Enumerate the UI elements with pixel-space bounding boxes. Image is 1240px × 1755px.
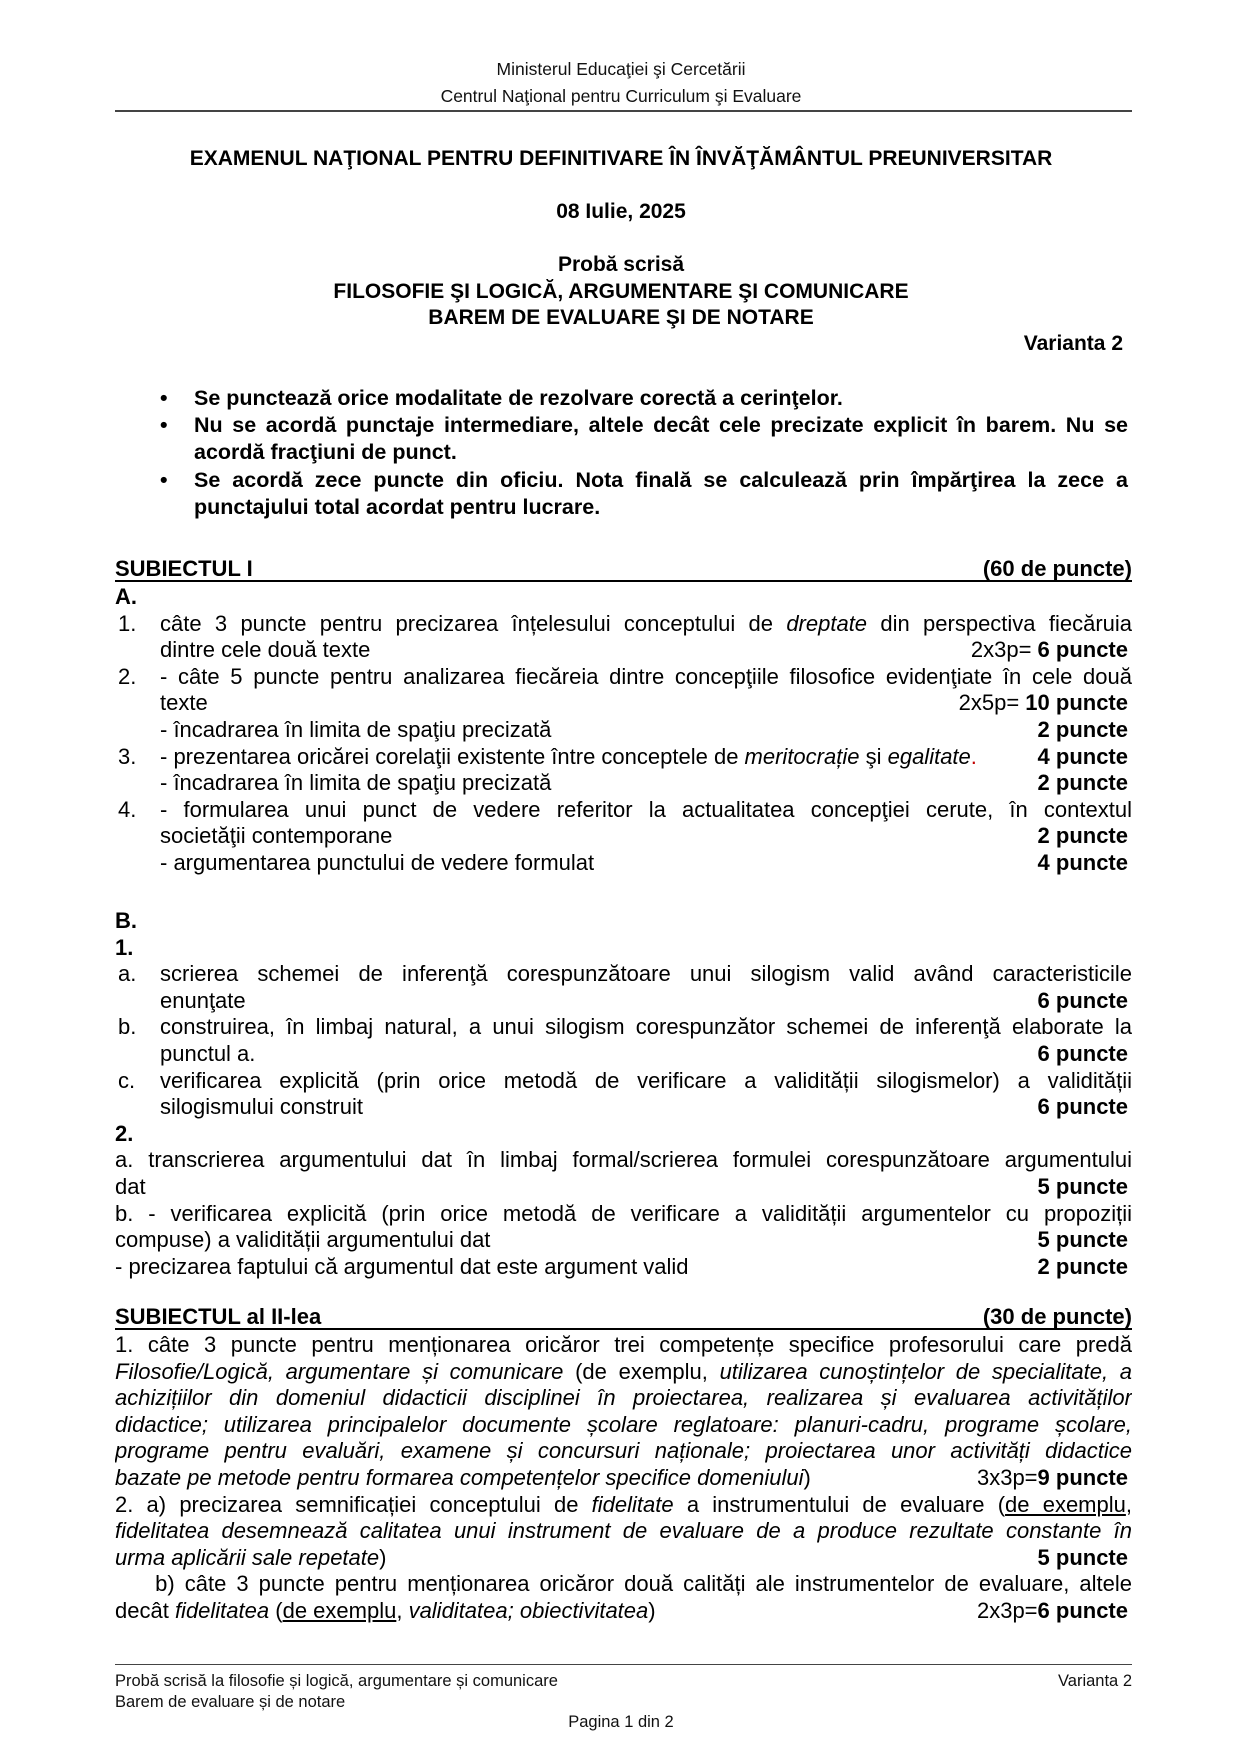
barem-line [115, 1068, 1132, 1095]
subiectul-2-section [115, 1304, 1132, 1625]
text-segment: programe pentru evaluări, examene și concursuri naționale; proiectarea unor activități didactice [115, 1438, 1132, 1464]
text-segment: (30 de puncte) [982, 1304, 1132, 1329]
bullet-icon: • [160, 413, 168, 438]
page-number: Pagina 1 din 2 [568, 1713, 674, 1731]
text-segment: 2. [115, 1120, 134, 1146]
text-segment: din perspectiva fiecăruia [867, 610, 1132, 636]
points-value [1030, 717, 1132, 744]
text-segment: ) [379, 1544, 387, 1570]
text-segment: 6 puncte [1037, 1597, 1128, 1623]
barem-line [115, 637, 1132, 664]
line-text [115, 1254, 1030, 1281]
text-segment: fidelitate [591, 1491, 674, 1517]
exam-type: Probă scrisă [557, 253, 685, 276]
line-text [115, 1412, 1132, 1439]
text-segment: 6 puncte [1037, 987, 1128, 1013]
points-value [1030, 850, 1132, 877]
text-segment: 5 puncte [1037, 1173, 1128, 1199]
item-number: b. [118, 1014, 137, 1040]
barem-line [115, 1571, 1132, 1598]
barem-line [115, 1545, 1132, 1572]
barem-line [115, 1518, 1132, 1545]
line-text [160, 961, 1132, 988]
line-text [115, 1227, 1030, 1254]
text-segment: SUBIECTUL I [115, 556, 253, 581]
points-value [1030, 823, 1132, 850]
item-number: 4. [118, 796, 137, 822]
barem-line [115, 1174, 1132, 1201]
barem-line [115, 770, 1132, 797]
barem-line [115, 611, 1132, 638]
barem-line [115, 797, 1132, 824]
exam-subject: FILOSOFIE ŞI LOGICĂ, ARGUMENTARE ŞI COMUNICARE [333, 280, 909, 303]
text-segment: punctul a. [160, 1040, 256, 1066]
subiectul-1-section [115, 556, 1132, 877]
item-number: 2. [118, 663, 137, 689]
barem-line [115, 1254, 1132, 1281]
barem-line [115, 1359, 1132, 1386]
text-segment: texte [160, 690, 208, 716]
barem-line [115, 1094, 1132, 1121]
line-text [115, 1304, 975, 1328]
barem-line [115, 1041, 1132, 1068]
text-segment: 2 puncte [1037, 716, 1128, 742]
text-segment: 2 puncte [1037, 1253, 1128, 1279]
barem-line [115, 823, 1132, 850]
text-segment: 2x3p= [970, 637, 1038, 663]
text-segment: 3x3p= [976, 1464, 1038, 1490]
points-value [1030, 988, 1132, 1015]
text-segment: b) câte 3 puncte pentru menționarea oricăror două calități ale instrumentelor de evaluare, altele [115, 1571, 1132, 1597]
points-value [975, 556, 1132, 580]
text-segment: 2x5p= [958, 690, 1026, 716]
line-text [160, 690, 951, 717]
text-segment: 5 puncte [1037, 1227, 1128, 1253]
text-segment: 1. câte 3 puncte pentru menționarea oricăror trei competențe specifice profesorului care predă [115, 1332, 1132, 1357]
barem-line [115, 1201, 1132, 1228]
text-segment: - argumentarea punctului de vedere formulat [160, 849, 595, 875]
section-label [115, 935, 1132, 962]
text-segment: , [1125, 1491, 1132, 1517]
barem-line [115, 1465, 1132, 1492]
line-text [160, 637, 963, 664]
text-segment: - încadrarea în limita de spaţiu precizată [160, 716, 552, 742]
barem-line [115, 1492, 1132, 1519]
line-text [115, 1174, 1030, 1201]
text-segment: meritocrație [744, 743, 860, 769]
text-segment: societăţii contemporane [160, 823, 393, 849]
points-value [975, 1304, 1132, 1328]
text-segment: Filosofie/Logică, argumentare și comunicare [115, 1358, 564, 1384]
text-segment: scrierea schemei de inferenţă corespunzătoare unui silogism valid având caracteristicile [160, 961, 1132, 987]
rule-item: • Se acordă zece puncte din oficiu. Nota finală se calculează prin împărţirea la zece a punctajului total acordat pentru lucrare. [160, 467, 1128, 521]
line-text [160, 850, 1030, 877]
text-segment: enunţate [160, 987, 246, 1013]
line-text [160, 988, 1030, 1015]
text-segment: 6 puncte [1037, 1040, 1128, 1066]
points-value [1030, 770, 1132, 797]
line-text [160, 1068, 1132, 1095]
section-heading [115, 1304, 1132, 1330]
text-segment: a instrumentului de evaluare ( [673, 1491, 1006, 1517]
text-segment: 9 puncte [1037, 1464, 1128, 1490]
barem-line [115, 717, 1132, 744]
barem-line [115, 1332, 1132, 1359]
rule-item: • Se punctează orice modalitate de rezolvare corectă a cerinţelor. [160, 385, 1128, 412]
text-segment: A. [115, 584, 137, 609]
barem-line [115, 1227, 1132, 1254]
header-divider [115, 110, 1132, 112]
text-segment: 6 puncte [1037, 1094, 1128, 1120]
text-segment: de exemplu [282, 1597, 397, 1623]
line-text [115, 1598, 969, 1625]
general-rules-list [160, 385, 1128, 521]
line-text [115, 1359, 1132, 1386]
text-segment: bazate pe metode pentru formarea competențelor specifice domeniului [115, 1464, 804, 1490]
text-segment: ) [648, 1597, 656, 1623]
points-value [1030, 1254, 1132, 1281]
section-label [115, 584, 1132, 611]
barem-line [115, 1598, 1132, 1625]
line-text [160, 611, 1132, 638]
line-text [115, 1147, 1132, 1174]
text-segment: - câte 5 puncte pentru analizarea fiecăreia dintre concepţiile filosofice evidenţiate în cele două [160, 663, 1132, 689]
line-text [115, 908, 1132, 935]
text-segment: (de exemplu, [563, 1358, 720, 1384]
line-text [115, 1121, 1132, 1148]
line-text [115, 1571, 1132, 1598]
text-segment: 2. a) precizarea semnificației conceptului de [115, 1491, 592, 1517]
line-text [160, 664, 1132, 691]
points-value [1030, 1094, 1132, 1121]
line-text [115, 1545, 1030, 1572]
text-segment: decât [115, 1597, 175, 1623]
text-segment: silogismului construit [160, 1094, 363, 1120]
text-segment: a. transcrierea argumentului dat în limbaj formal/scrierea formulei corespunzătoare argumentului [115, 1147, 1132, 1173]
barem-line [115, 1385, 1132, 1412]
barem-line [115, 988, 1132, 1015]
item-number: c. [118, 1067, 136, 1093]
text-segment: B. [115, 908, 137, 933]
line-text [160, 823, 1030, 850]
points-value [969, 1465, 1132, 1492]
text-segment: egalitate [887, 743, 971, 769]
text-segment: b. - verificarea explicită (prin orice metodă de verificare a validității argumentelor cu propoziții [115, 1200, 1132, 1226]
text-segment: ( [269, 1597, 283, 1623]
text-segment: 10 puncte [1025, 690, 1128, 716]
line-text [115, 1332, 1132, 1359]
barem-line [115, 1014, 1132, 1041]
barem-line [115, 961, 1132, 988]
footer-divider [115, 1664, 1132, 1665]
text-segment: de exemplu [1005, 1491, 1126, 1517]
line-text [160, 1014, 1132, 1041]
text-segment: . [970, 743, 977, 769]
line-text [115, 1518, 1132, 1545]
bullet-icon: • [160, 386, 168, 410]
text-segment: - prezentarea oricărei corelaţii existente între conceptele de [160, 743, 745, 769]
text-segment: (60 de puncte) [982, 556, 1132, 581]
text-segment: dintre cele două texte [160, 637, 371, 663]
section-heading [115, 556, 1132, 582]
line-text [160, 1041, 1030, 1068]
points-value [1030, 1174, 1132, 1201]
text-segment: fidelitatea [174, 1597, 270, 1623]
line-text [115, 584, 1132, 611]
barem-line [115, 850, 1132, 877]
text-segment: 2 puncte [1037, 823, 1128, 849]
text-segment: urma aplicării sale repetate [115, 1544, 380, 1570]
text-segment: 1. [115, 934, 134, 960]
ministry-name: Ministerul Educaţiei şi Cercetării [496, 59, 746, 79]
text-segment: 2x3p= [976, 1597, 1038, 1623]
text-segment: dreptate [786, 610, 868, 636]
line-text [115, 556, 975, 580]
text-segment: 2 puncte [1037, 770, 1128, 796]
center-name: Centrul Naţional pentru Curriculum şi Evaluare [440, 86, 802, 106]
line-text [115, 1201, 1132, 1228]
line-text [115, 1385, 1132, 1412]
barem-line [115, 690, 1132, 717]
points-value [1030, 1227, 1132, 1254]
line-text [115, 1492, 1132, 1519]
exam-title: EXAMENUL NAŢIONAL PENTRU DEFINITIVARE ÎN ÎNVĂŢĂMÂNTUL PREUNIVERSITAR [189, 147, 1053, 170]
barem-line [115, 1412, 1132, 1439]
text-segment: ) [803, 1464, 811, 1490]
text-segment: , [396, 1597, 409, 1623]
text-segment: - formularea unui punct de vedere referitor la actualitatea concepţiei cerute, în contextul [160, 796, 1132, 822]
points-value [1030, 1545, 1132, 1572]
barem-line [115, 744, 1132, 771]
text-segment: 4 puncte [1037, 849, 1128, 875]
section-label [115, 1121, 1132, 1148]
line-text [160, 770, 1030, 797]
text-segment: - precizarea faptului că argumentul dat este argument valid [115, 1253, 689, 1279]
text-segment: construirea, în limbaj natural, a unui silogism corespunzător schemei de inferenţă elaborate la [160, 1014, 1132, 1040]
points-value [1030, 1041, 1132, 1068]
barem-title: BAREM DE EVALUARE ŞI DE NOTARE [428, 306, 814, 329]
points-value [963, 637, 1132, 664]
line-text [160, 717, 1030, 744]
item-number: a. [118, 961, 137, 987]
text-segment: compuse) a validității argumentului dat [115, 1227, 491, 1253]
text-segment: verificarea explicită (prin orice metodă de verificare a validității silogismelor) a validității [160, 1067, 1132, 1093]
footer-exam-name: Probă scrisă la filosofie și logică, argumentare și comunicare [115, 1672, 558, 1690]
item-number: 1. [118, 610, 137, 636]
bullet-icon: • [160, 467, 168, 492]
barem-line [115, 1438, 1132, 1465]
line-text [115, 935, 1132, 962]
line-text [160, 1094, 1030, 1121]
line-text [115, 1465, 969, 1492]
exam-date: 08 Iulie, 2025 [556, 200, 686, 223]
text-segment: câte 3 puncte pentru precizarea înțelesului conceptului de [160, 610, 787, 636]
barem-line [115, 1147, 1132, 1174]
variant-label: Varianta 2 [1023, 332, 1123, 355]
text-segment: SUBIECTUL al II-lea [115, 1304, 322, 1329]
text-segment: didactice; utilizarea principalelor documente școlare reglatoare: planuri-cadru, programe școlare, [115, 1411, 1132, 1437]
item-number: 3. [118, 743, 137, 769]
points-value [951, 690, 1132, 717]
footer-variant: Varianta 2 [1058, 1672, 1132, 1690]
text-segment: şi [859, 743, 888, 769]
text-segment: - încadrarea în limita de spaţiu precizată [160, 770, 552, 796]
text-segment: fidelitatea desemnează calitatea unui instrument de evaluare de a produce rezultate constante în [115, 1518, 1132, 1544]
text-segment: utilizarea cunoștințelor de specialitate, a [719, 1358, 1132, 1384]
rule-item: • Nu se acordă punctaje intermediare, altele decât cele precizate explicit în barem. Nu se acordă fracţiuni de punct. [160, 412, 1128, 466]
footer-barem-name: Barem de evaluare și de notare [115, 1693, 346, 1711]
line-text [160, 797, 1132, 824]
text-segment: 4 puncte [1037, 743, 1128, 769]
subiectul-1-part-b [115, 908, 1132, 1280]
text-segment: achizițiilor din domeniul didacticii disciplinei în proiectarea, realizarea și evaluarea activităților [115, 1385, 1132, 1411]
line-text [115, 1438, 1132, 1465]
section-label [115, 908, 1132, 935]
barem-line [115, 664, 1132, 691]
text-segment: 5 puncte [1037, 1544, 1128, 1570]
points-value [1030, 744, 1132, 771]
text-segment: dat [115, 1173, 146, 1199]
points-value [969, 1598, 1132, 1625]
text-segment: 6 puncte [1037, 637, 1128, 663]
line-text [160, 744, 1030, 771]
text-segment: validitatea; obiectivitatea [408, 1597, 649, 1623]
